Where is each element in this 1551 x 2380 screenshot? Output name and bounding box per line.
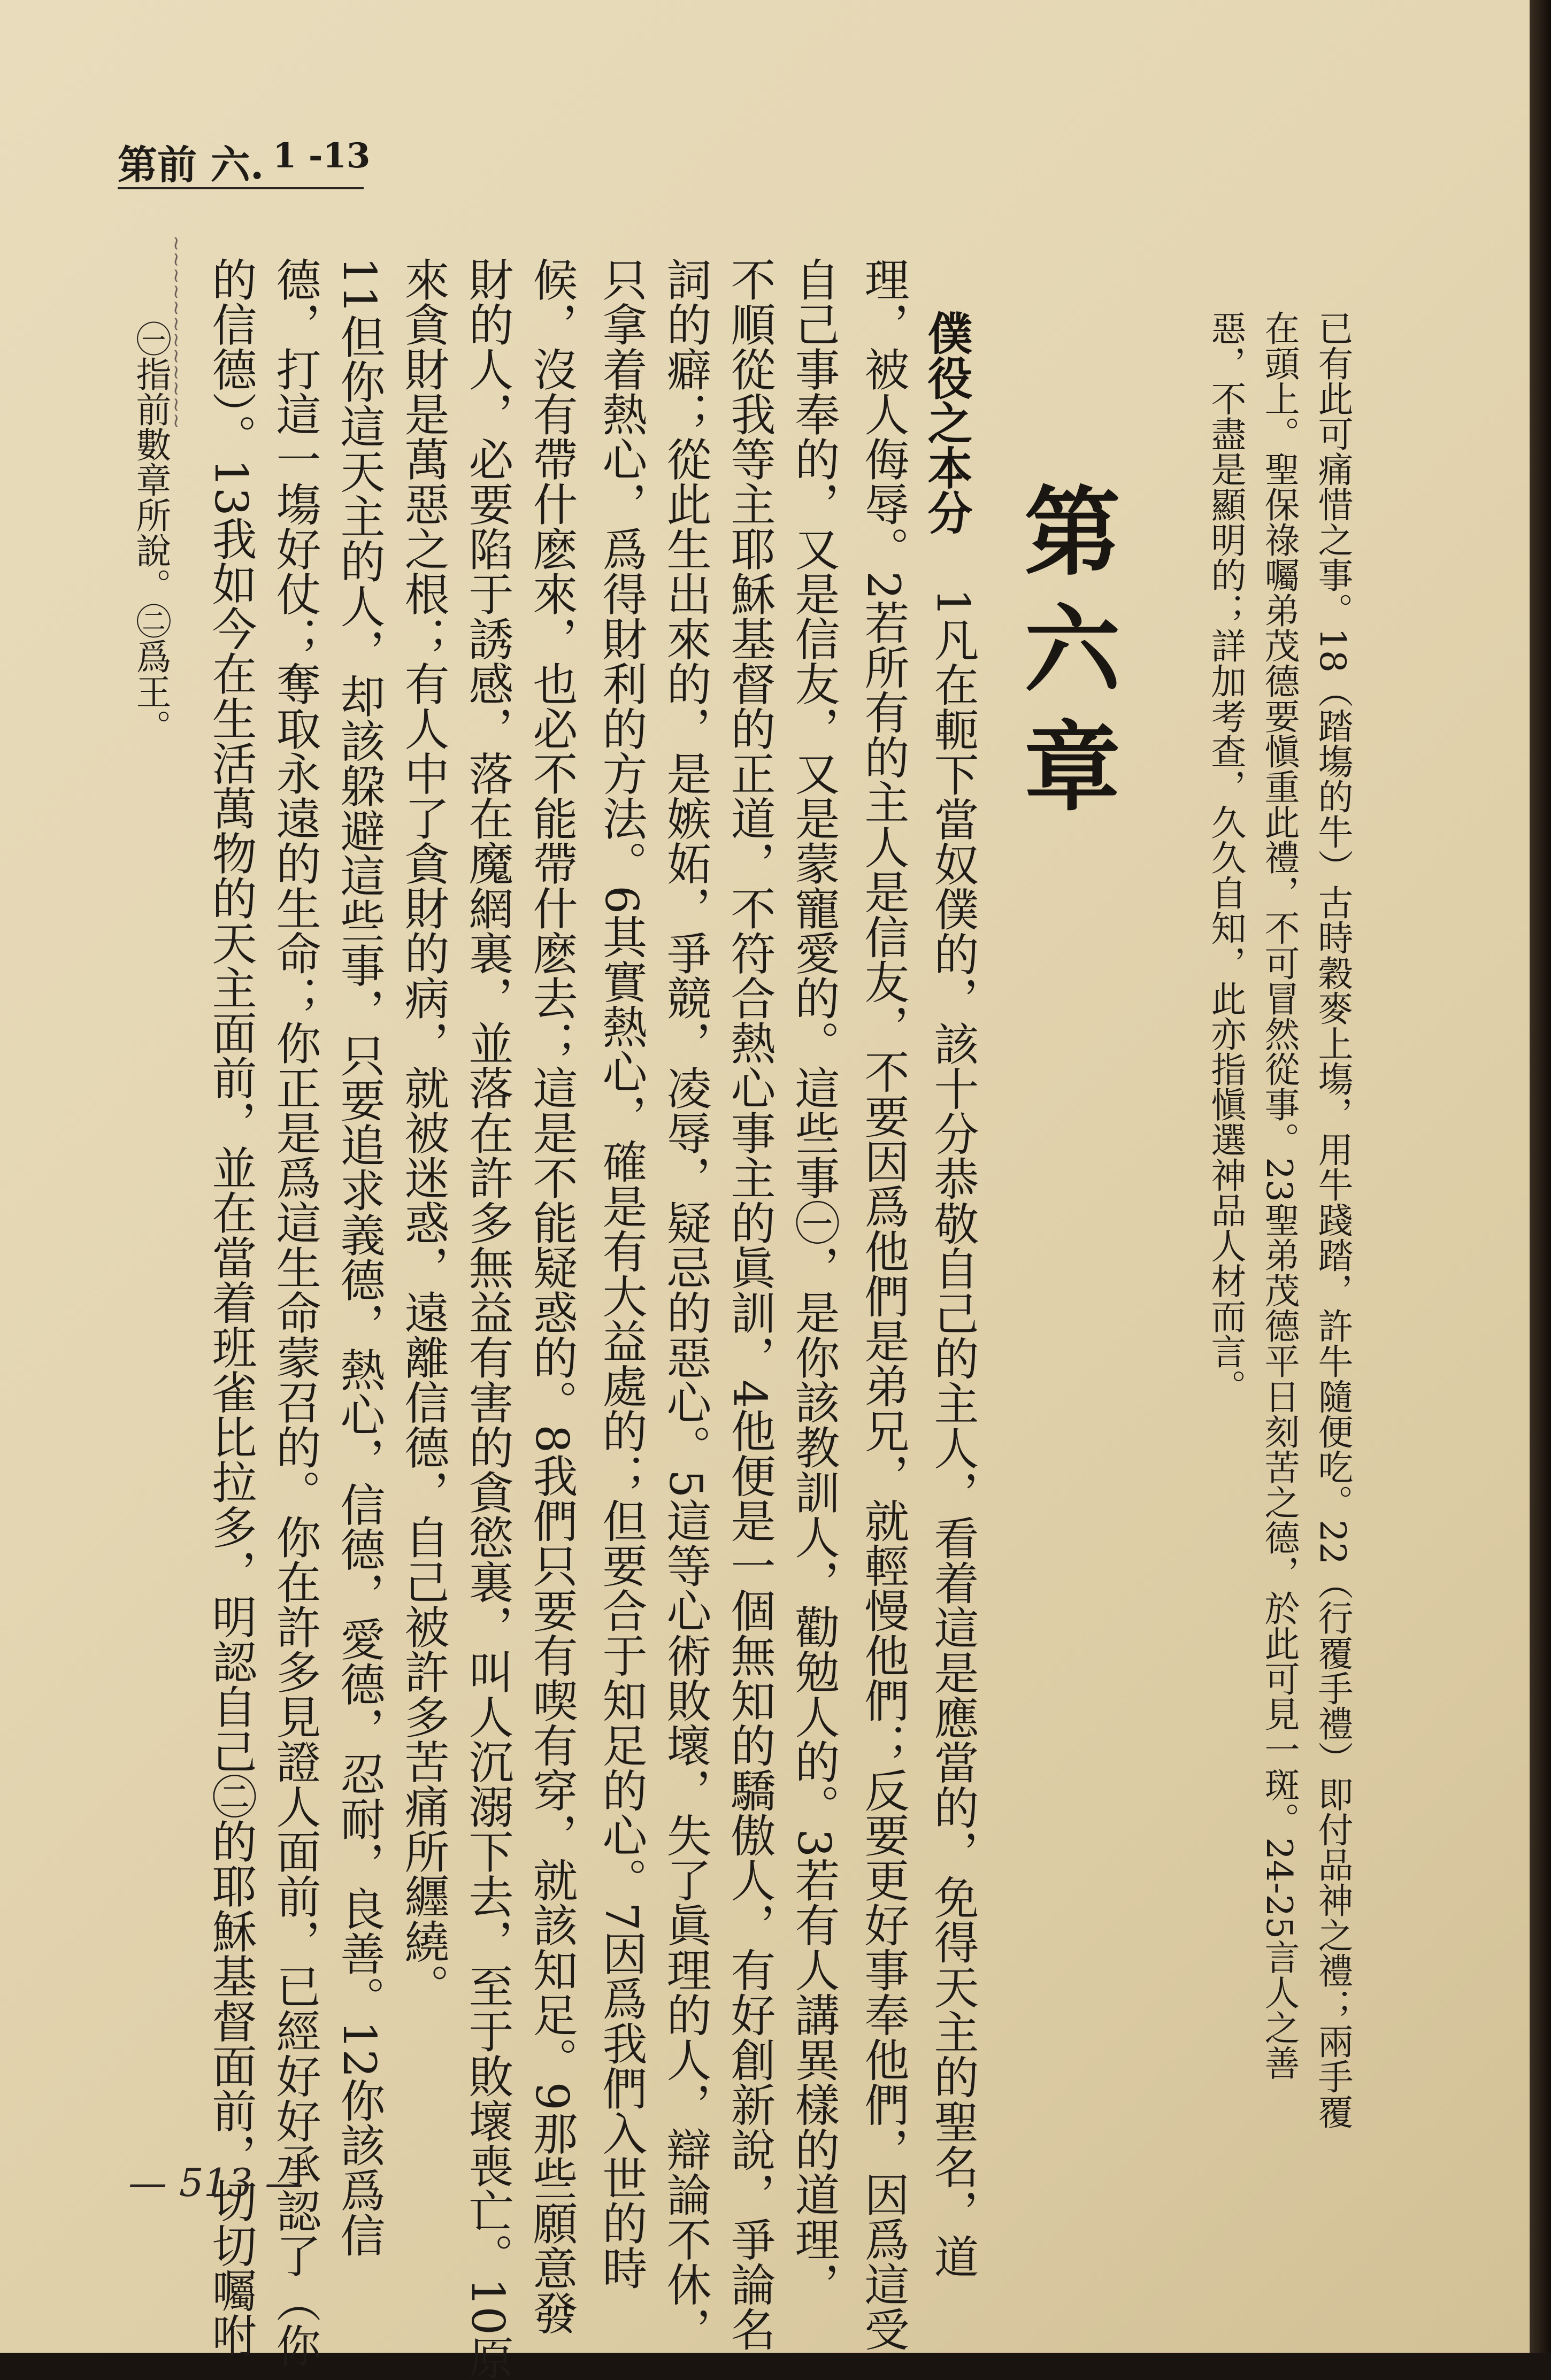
running-header [118, 128, 371, 189]
text-line: 財的人，必要陷于誘感，落在魔網裏，並落在許多無益有害的貪慾裏，叫人沉溺下去，至于敗壞喪亡。10原 [462, 257, 514, 2380]
text-line: 來貪財是萬惡之根；有人中了貪財的病，就被迷惑，遠離信德，自己被許多苦痛所纒繞。 [397, 257, 450, 2008]
section-title: 僕役之本分 [920, 310, 973, 535]
text-line: 詞的癖；從此生出來的，是嫉妬，爭競，凌辱，疑忌的惡心。5這等心術敗壞，失了眞理的人，辯論不休， [659, 257, 712, 2352]
header-verse-range: 1 -13 [273, 136, 371, 176]
page-edge [1530, 0, 1551, 2353]
text-line: 候，沒有帶什麽來，也必不能帶什麽去；這是不能疑惑的。8我們只要有喫有穿，就該知足。9那些願意發 [526, 257, 578, 2335]
footnote: ㊀指前數章所說。㊁爲王。 [130, 321, 171, 744]
footnote-separator: ~~~~~~~~~~~~ [165, 235, 187, 429]
text-line: 1凡在軛下當奴僕的，該十分恭敬自己的主人，看着這是應當的，免得天主的聖名，道 [927, 588, 979, 2279]
continuation-line: 已有此可痛惜之事。18（踏塲的牛）古時穀麥上塲，用牛踐踏，許牛隨便吃。22（行覆手禮）即付品神之禮；兩手覆 [1312, 310, 1353, 2129]
chapter-title: 第六章 [1008, 481, 1121, 834]
text-line: 自己事奉的，又是信友，又是蒙寵愛的。這些事㊀，是你該教訓人，勸勉人的。3若有人講異樣的道理， [788, 257, 840, 2307]
text-line: 德，打這一塲好仗；奪取永遠的生命；你正是爲這生命蒙召的。你在許多見證人面前，已經好好承認了（你 [269, 257, 321, 2368]
page-number: — 513 — [128, 2160, 304, 2205]
header-chapter: 第前 六. [118, 142, 264, 188]
text-line: 的信德）。13我如今在生活萬物的天主面前，並在當着班雀比拉多，明認自己㊁的耶穌基督面前，切切囑咐 [205, 257, 257, 2358]
text-line: 不順從我等主耶穌基督的正道，不符合熱心事主的眞訓，4他便是一個無知的驕傲人，有好創新說，爭論名 [724, 257, 776, 2352]
continuation-line: 在頭上。聖保祿囑弟茂德要愼重此禮，不可冒然從事。23聖弟茂德平日刻苦之德，於此可見一斑。24-25言人之善 [1258, 310, 1300, 2081]
continuation-line: 惡，不盡是顯明的；詳加考查，久久自知，此亦指愼選神品人材而言。 [1205, 310, 1246, 1404]
text-line: 理，被人侮辱。2若所有的主人是信友，不要因爲他們是弟兄，就輕慢他們；反要更好事奉他們，因爲這受 [857, 257, 910, 2352]
text-line: 只拿着熱心，爲得財利的方法。6其實熱心，確是有大益處的；但要合于知足的心。7因爲我們入世的時 [595, 257, 648, 2290]
text-line: 11但你這天主的人，却該躱避這些事，只要追求義德，熱心，信德，愛德，忍耐，良善。12你該爲信 [333, 257, 386, 2258]
